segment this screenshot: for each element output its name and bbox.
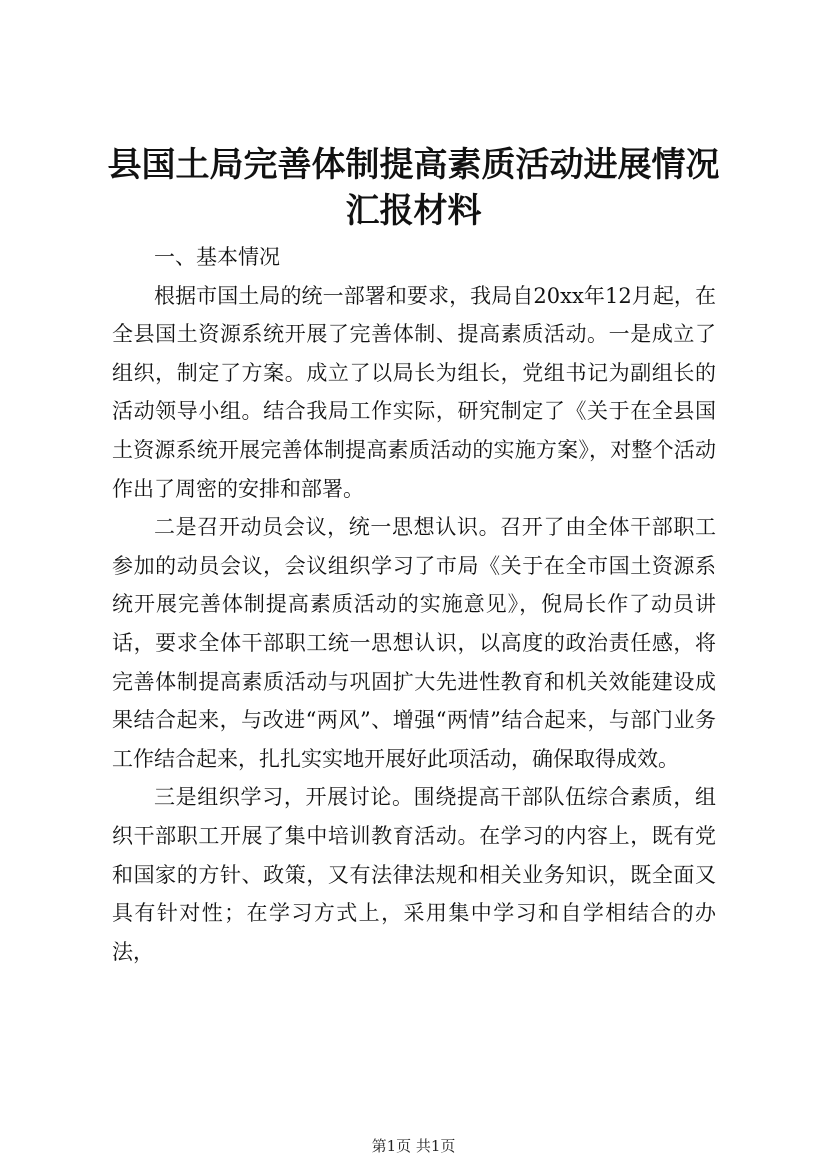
document-title: 县国土局完善体制提高素质活动进展情况汇报材料 — [107, 145, 720, 231]
paragraph-2: 二是召开动员会议，统一思想认识。召开了由全体干部职工参加的动员会议，会议组织学习了市局《关于在全市国土资源系统开展完善体制提高素质活动的实施意见》，倪局长作了动员讲话，要求全体干部职工统一思想认识，以高度的政治责任感，将完善体制提高素质活动与巩固扩大先进性教育和机关效能建设成果结合起来，与改进“两风”、增强“两情”结合起来，与部门业务工作结合起来，扎扎实实地开展好此项活动，确保取得成效。 — [112, 515, 716, 771]
page-footer: 第1页 共1页 — [371, 1137, 456, 1155]
section-heading: 一、基本情况 — [154, 245, 280, 269]
paragraph-3: 三是组织学习，开展讨论。围绕提高干部队伍综合素质，组织干部职工开展了集中培训教育活动。在学习的内容上，既有党和国家的方针、政策，又有法律法规和相关业务知识，既全面又具有针对性；在学习方式上，采用集中学习和自学相结合的办法， — [112, 785, 716, 964]
document-body — [112, 238, 716, 971]
paragraph-1: 根据市国土局的统一部署和要求，我局自20xx年12月起，在全县国土资源系统开展了完善体制、提高素质活动。一是成立了组织，制定了方案。成立了以局长为组长，党组书记为副组长的活动领导小组。结合我局工作实际，研究制定了《关于在全县国土资源系统开展完善体制提高素质活动的实施方案》，对整个活动作出了周密的安排和部署。 — [112, 283, 716, 501]
